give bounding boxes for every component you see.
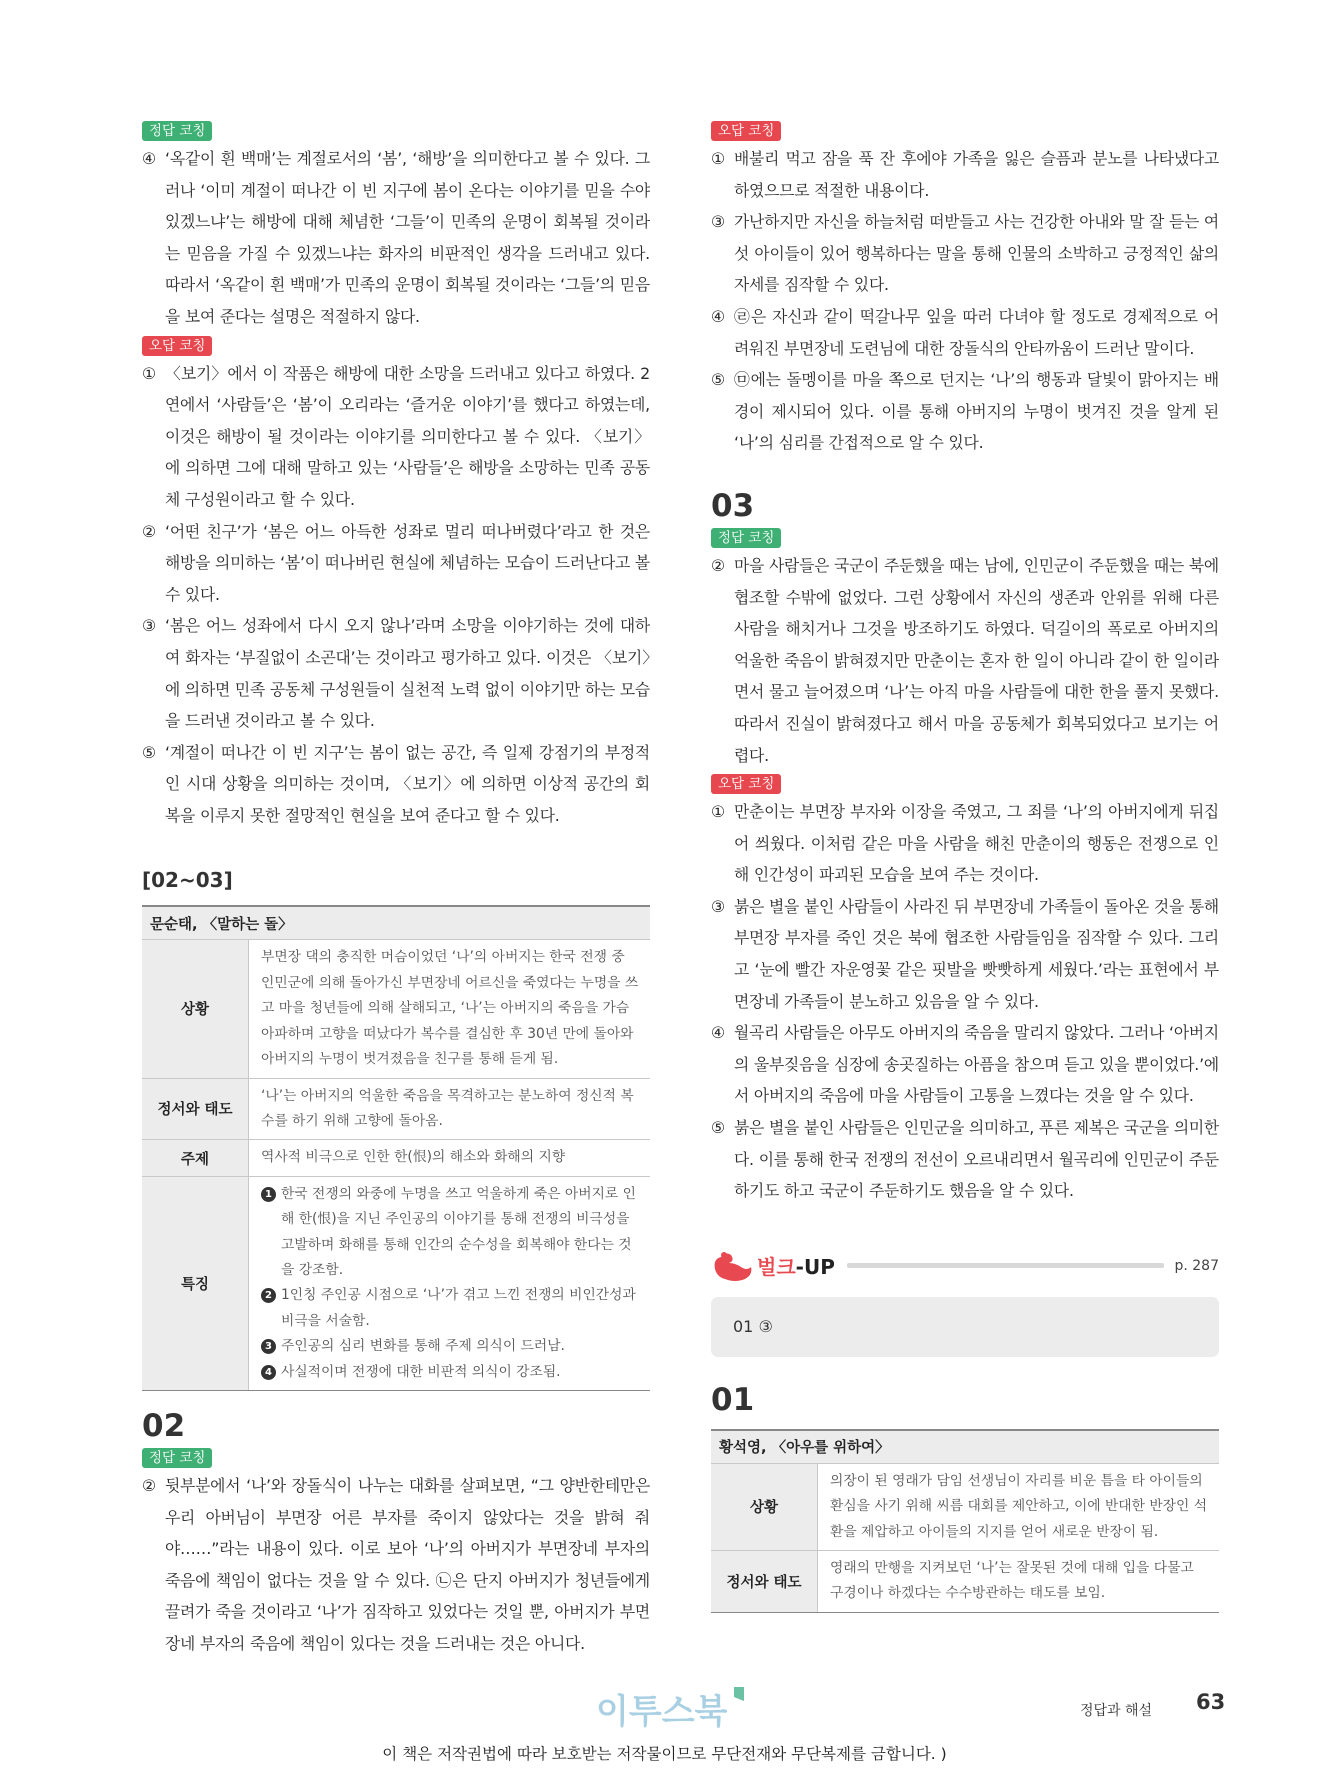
feature-item	[261, 1283, 640, 1334]
brand-logo-text: 이투스북	[596, 1692, 728, 1732]
situation-label: 상황	[711, 1463, 818, 1550]
choice-number: ⑤	[711, 1118, 725, 1138]
work-title: 황석영, 〈아우를 위하여〉	[711, 1430, 1219, 1464]
copyright-notice: 이 책은 저작권법에 따라 보호받는 저작물이므로 무단전재와 무단복제를 금합니다. )	[382, 1745, 947, 1763]
explanation-text: 만춘이는 부면장 부자와 이장을 죽였고, 그 죄를 ‘나’의 아버지에게 뒤집어 씌웠다. 이처럼 같은 마을 사람을 해친 만춘이의 행동은 전쟁으로 인해 인간성이 파괴된 모습을 보여 주는 것이다.	[734, 802, 1219, 885]
answer-explanation	[711, 301, 1219, 364]
left-column	[142, 118, 650, 1660]
feature-text: 주인공의 심리 변화를 통해 주제 의식이 드러남.	[281, 1338, 565, 1355]
question-number: 02	[142, 1407, 186, 1444]
right-column	[711, 118, 1219, 1613]
answer-explanation	[711, 891, 1219, 1017]
feature-item	[261, 1360, 640, 1385]
question-number: 01	[711, 1381, 755, 1418]
feature-text: 1인칭 주인공 시점으로 ‘나’가 겪고 느낀 전쟁의 비인간성과 비극을 서술함.	[281, 1287, 636, 1329]
choice-number: ⑤	[142, 742, 156, 762]
theme-text: 역사적 비극으로 인한 한(恨)의 해소와 화해의 지향	[249, 1140, 651, 1176]
choice-number: ③	[711, 896, 725, 916]
choice-number: ④	[142, 149, 156, 168]
section-label: [02~03]	[142, 868, 233, 893]
explanation-text: 배불리 먹고 잠을 푹 잔 후에야 가족을 잃은 슬픔과 분노를 나타냈다고 하였으므로 적절한 내용이다.	[734, 149, 1219, 200]
choice-number: ③	[142, 616, 156, 636]
divider-line	[847, 1263, 1165, 1268]
bulk-up-header	[711, 1249, 1219, 1283]
answer-explanation	[142, 358, 650, 516]
feature-item	[261, 1334, 640, 1359]
emotion-text: 영래의 만행을 지켜보던 ‘나’는 잘못된 것에 대해 입을 다물고 구경이나 하겠다는 수수방관하는 태도를 보임.	[818, 1551, 1220, 1613]
correct-coaching-badge: 정답 코칭	[142, 1448, 212, 1468]
choice-number: ①	[711, 802, 725, 822]
feature-text: 한국 전쟁의 와중에 누명을 쓰고 억울하게 죽은 아버지로 인해 한(恨)을 지닌 주인공의 이야기를 통해 전쟁의 비극성을 고발하며 화해를 통해 인간의 순수성을 회복해야 한다는 것을 강조함.	[281, 1185, 636, 1278]
feature-item	[261, 1182, 640, 1284]
choice-number: ②	[711, 555, 725, 575]
answer-explanation	[711, 796, 1219, 891]
question-number: 03	[711, 487, 755, 524]
answer-explanation	[711, 1017, 1219, 1112]
footer-section-title: 정답과 해설	[1080, 1703, 1153, 1719]
work-info-table	[711, 1429, 1219, 1613]
explanation-text: 월곡리 사람들은 아무도 아버지의 죽음을 말리지 않았다. 그러나 ‘아버지의 울부짖음을 심장에 송곳질하는 아픔을 참으며 듣고 있을 뿐이었다.’에서 아버지의 죽음에 마을 사람들이 고통을 느꼈다는 것을 알 수 있다.	[734, 1023, 1219, 1106]
situation-text: 부면장 댁의 충직한 머슴이었던 ‘나’의 아버지는 한국 전쟁 중 인민군에 의해 돌아가신 부면장네 어르신을 죽였다는 누명을 쓰고 마을 청년들에 의해 살해되고, ‘나’는 아버지의 죽음을 가슴 아파하며 고향을 떠났다가 복수를 결심한 후 30년 만에 돌아와 아버지의 누명이 벗겨졌음을 친구를 통해 듣게 됨.	[249, 940, 651, 1078]
answer-explanation	[142, 143, 650, 333]
answer-explanation	[711, 1112, 1219, 1207]
wrong-coaching-badge: 오답 코칭	[142, 336, 212, 356]
explanation-text: 마을 사람들은 국군이 주둔했을 때는 남에, 인민군이 주둔했을 때는 북에 협조할 수밖에 없었다. 그런 상황에서 자신의 생존과 안위를 위해 다른 사람을 해치거나 그것을 방조하기도 하였다. 덕길이의 폭로로 아버지의 억울한 죽음이 밝혀졌지만 만춘이는 혼자 한 일이 아니라 같이 한 일이라면서 물고 늘어졌으며 ‘나’는 아직 마을 사람들에 대한 한을 풀지 못했다. 따라서 진실이 밝혀졌다고 해서 마을 공동체가 회복되었다고 보기는 어렵다.	[734, 555, 1219, 765]
wrong-coaching-badge: 오답 코칭	[711, 774, 781, 794]
theme-label: 주제	[142, 1140, 249, 1176]
feature-label: 특징	[142, 1176, 249, 1390]
choice-number: ②	[142, 1475, 156, 1495]
explanation-text: 〈보기〉에서 이 작품은 해방에 대한 소망을 드러내고 있다고 하였다. 2연에서 ‘사람들’은 ‘봄’이 오리라는 ‘즐거운 이야기’를 했다고 하였는데, 이것은 해방이 될 것이라는 이야기를 의미한다고 볼 수 있다. 〈보기〉에 의하면 그에 대해 말하고 있는 ‘사람들’은 해방을 소망하는 민족 공동체 구성원이라고 할 수 있다.	[165, 363, 650, 509]
emotion-label: 정서와 태도	[142, 1078, 249, 1140]
choice-number: ④	[711, 306, 725, 326]
situation-text: 의장이 된 영래가 담임 선생님이 자리를 비운 틈을 타 아이들의 환심을 사기 위해 씨름 대회를 제안하고, 이에 반대한 반장인 석환을 제압하고 아이들의 지지를 얻어 새로운 반장이 됨.	[818, 1463, 1220, 1550]
muscle-icon	[711, 1249, 755, 1283]
bulk-answer-box: 01 ③	[711, 1297, 1219, 1357]
choice-number: ①	[711, 149, 725, 168]
page-number: 63	[1196, 1690, 1226, 1714]
answer-explanation	[142, 737, 650, 832]
explanation-text: ‘계절이 떠나간 이 빈 지구’는 봄이 없는 공간, 즉 일제 강점기의 부정적인 시대 상황을 의미하는 것이며, 〈보기〉에 의하면 이상적 공간의 회복을 이루지 못한 절망적인 현실을 보여 준다고 할 수 있다.	[165, 742, 650, 825]
answer-explanation	[711, 550, 1219, 771]
feature-number: 3	[261, 1339, 276, 1354]
page-reference: p. 287	[1174, 1257, 1219, 1274]
answer-explanation	[711, 364, 1219, 459]
brand-logo	[594, 1683, 754, 1737]
answer-explanation	[142, 516, 650, 611]
feature-number: 1	[261, 1187, 276, 1202]
explanation-text: 가난하지만 자신을 하늘처럼 떠받들고 사는 건강한 아내와 말 잘 듣는 여섯 아이들이 있어 행복하다는 말을 통해 인물의 소박하고 긍정적인 삶의 자세를 짐작할 수 있다.	[734, 212, 1219, 295]
work-title: 문순태, 〈말하는 돌〉	[142, 906, 650, 940]
correct-coaching-badge: 정답 코칭	[711, 528, 781, 548]
choice-number: ①	[142, 363, 156, 383]
explanation-text: ‘옥같이 흰 백매’는 계절로서의 ‘봄’, ‘해방’을 의미한다고 볼 수 있다. 그러나 ‘이미 계절이 떠나간 이 빈 지구에 봄이 온다는 이야기를 믿을 수야 있겠느냐’는 해방에 대해 체념한 ‘그들’이 민족의 운명이 회복될 것이라는 믿음을 가질 수 있겠느냐는 화자의 비판적인 생각을 드러내고 있다. 따라서 ‘옥같이 흰 백매’가 민족의 운명이 회복될 것이라는 ‘그들’의 믿음을 보여 준다는 설명은 적절하지 않다.	[165, 149, 650, 326]
explanation-text: ‘어떤 친구’가 ‘봄은 어느 아득한 성좌로 멀리 떠나버렸다’라고 한 것은 해방을 의미하는 ‘봄’이 떠나버린 현실에 체념하는 모습이 드러난다고 볼 수 있다.	[165, 521, 650, 604]
emotion-label: 정서와 태도	[711, 1551, 818, 1613]
feature-number: 2	[261, 1288, 276, 1303]
emotion-text: ‘나’는 아버지의 억울한 죽음을 목격하고는 분노하여 정신적 복수를 하기 위해 고향에 돌아옴.	[249, 1078, 651, 1140]
feature-text: 사실적이며 전쟁에 대한 비판적 의식이 강조됨.	[281, 1363, 561, 1380]
explanation-text: 붉은 별을 붙인 사람들이 사라진 뒤 부면장네 가족들이 돌아온 것을 통해 부면장 부자를 죽인 것은 북에 협조한 사람들임을 짐작할 수 있다. 그리고 ‘눈에 빨간 자운영꽃 같은 핏발을 빳빳하게 세웠다.’라는 표현에서 부면장네 가족들이 분노하고 있음을 알 수 있다.	[734, 896, 1219, 1011]
situation-label: 상황	[142, 940, 249, 1078]
explanation-text: ㉣은 자신과 같이 떡갈나무 잎을 따러 다녀야 할 정도로 경제적으로 어려워진 부면장네 도련님에 대한 장돌식의 안타까움이 드러난 말이다.	[734, 306, 1219, 358]
explanation-text: 뒷부분에서 ‘나’와 장돌식이 나누는 대화를 살펴보면, “그 양반한테만은 우리 아버님이 부면장 어른 부자를 죽이지 않았다는 것을 밝혀 줘야……”라는 내용이 있다. 이로 보아 ‘나’의 아버지가 부면장네 부자의 죽음에 책임이 없다는 것을 알 수 있다. ㉡은 단지 아버지가 청년들에게 끌려가 죽을 것이라고 ‘나’가 짐작하고 있었다는 것일 뿐, 아버지가 부면장네 부자의 죽음에 책임이 있다는 것을 드러내는 것은 아니다.	[165, 1475, 650, 1653]
answer-explanation	[711, 206, 1219, 301]
choice-number: ④	[711, 1023, 725, 1043]
correct-coaching-badge: 정답 코칭	[142, 121, 212, 141]
explanation-text: ‘봄은 어느 성좌에서 다시 오지 않나’라며 소망을 이야기하는 것에 대하여 화자는 ‘부질없이 소곤대’는 것이라고 평가하고 있다. 이것은 〈보기〉에 의하면 민족 공동체 구성원들이 실천적 노력 없이 이야기만 하는 모습을 드러낸 것이라고 볼 수 있다.	[165, 616, 650, 731]
answer-explanation	[142, 1470, 650, 1660]
bulk-up-title: 벌크-UP	[757, 1255, 835, 1280]
work-info-table	[142, 905, 650, 1391]
feature-list	[249, 1176, 651, 1390]
explanation-text: 붉은 별을 붙인 사람들은 인민군을 의미하고, 푸른 제복은 국군을 의미한다. 이를 통해 한국 전쟁의 전선이 오르내리면서 월곡리에 인민군이 주둔하기도 하고 국군이 주둔하기도 했음을 알 수 있다.	[734, 1118, 1219, 1201]
choice-number: ⑤	[711, 370, 725, 390]
wrong-coaching-badge: 오답 코칭	[711, 121, 781, 141]
feature-number: 4	[261, 1365, 276, 1380]
explanation-text: ㉤에는 돌멩이를 마을 쪽으로 던지는 ‘나’의 행동과 달빛이 맑아지는 배경이 제시되어 있다. 이를 통해 아버지의 누명이 벗겨진 것을 알게 된 ‘나’의 심리를 간접적으로 알 수 있다.	[734, 370, 1219, 453]
answer-explanation	[711, 143, 1219, 206]
answer-explanation	[142, 610, 650, 736]
choice-number: ③	[711, 212, 725, 232]
choice-number: ②	[142, 521, 156, 541]
